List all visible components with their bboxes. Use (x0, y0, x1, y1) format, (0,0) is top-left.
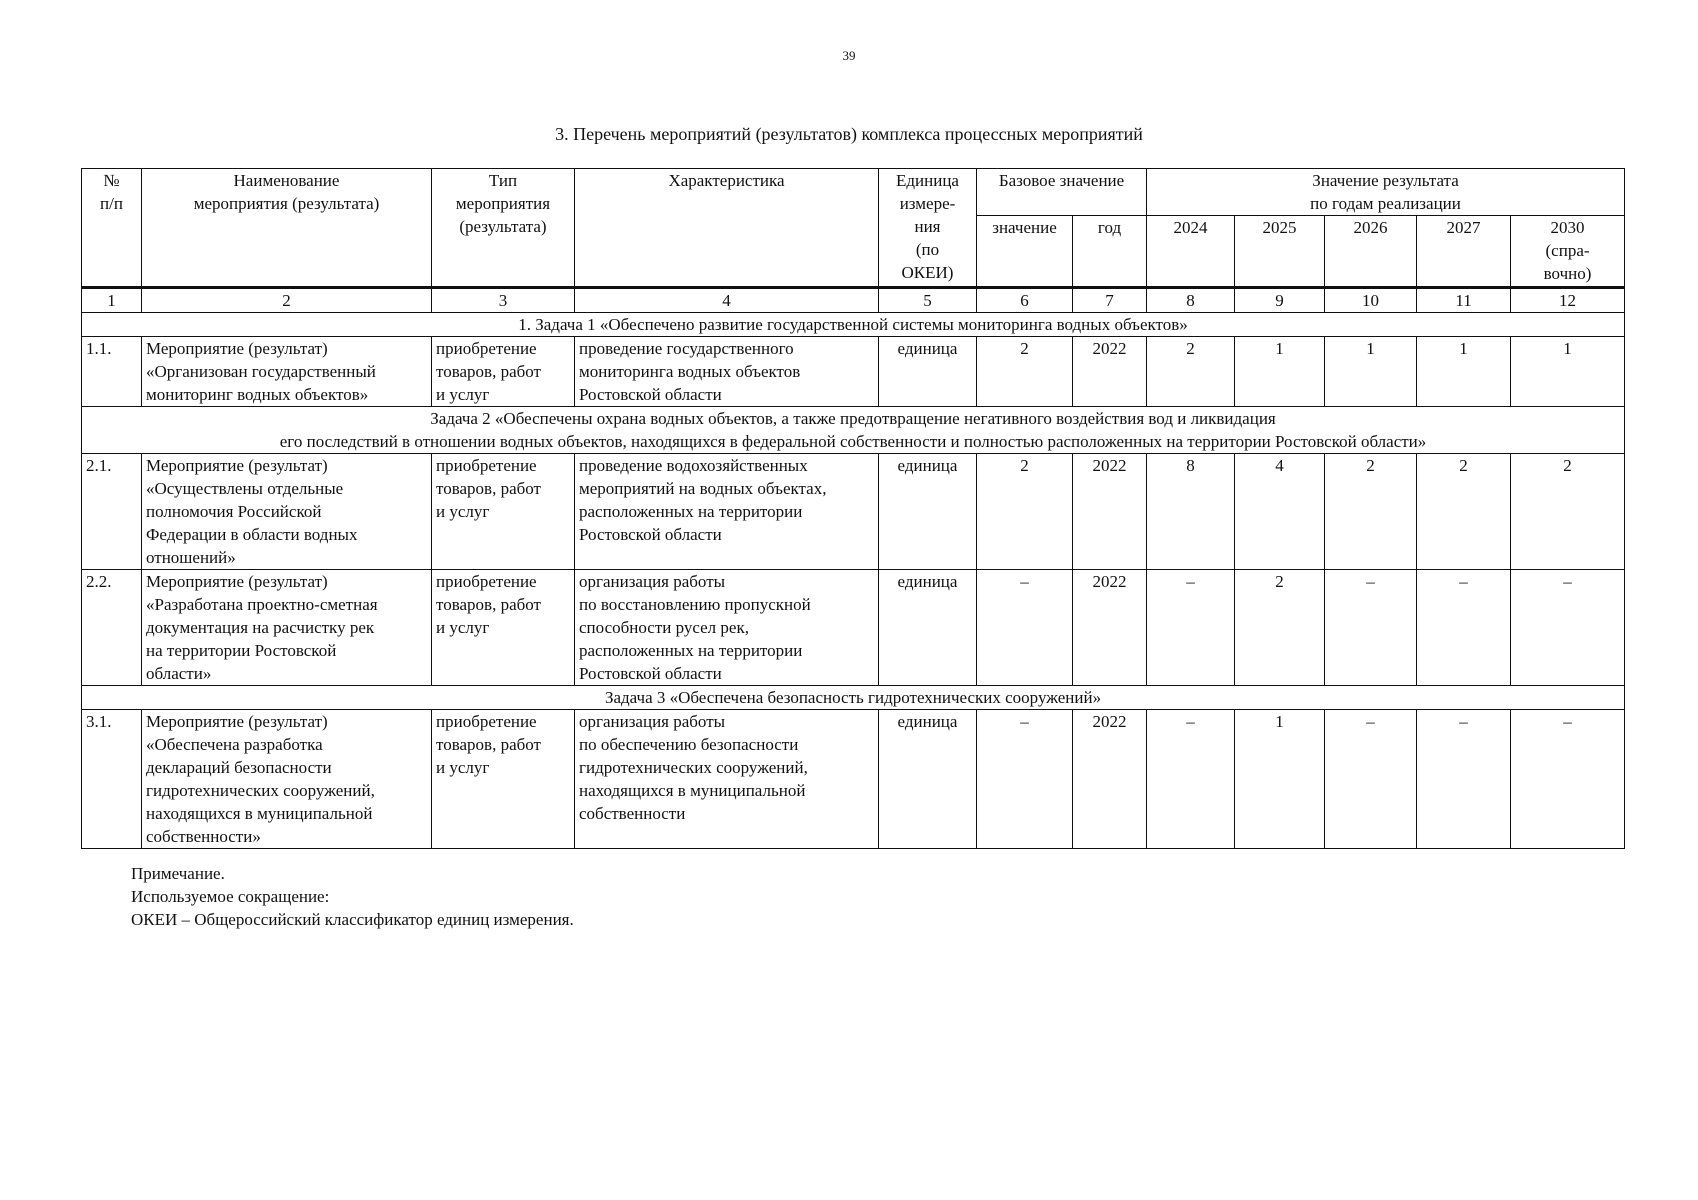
year-value: – (1511, 570, 1625, 686)
column-number: 9 (1235, 288, 1325, 313)
activity-characteristic-line: собственности (579, 804, 686, 823)
year-value: 2 (1147, 337, 1235, 407)
column-number: 11 (1417, 288, 1511, 313)
year-value: – (1417, 570, 1511, 686)
notes (131, 862, 574, 931)
header-num: № п/п (82, 169, 142, 288)
activity-name (142, 337, 432, 407)
activity-name (142, 570, 432, 686)
activity-type (432, 710, 575, 849)
unit: единица (879, 337, 977, 407)
base-value: 2 (977, 337, 1073, 407)
year-value: 1 (1511, 337, 1625, 407)
activity-characteristic-line: проведение государственного (579, 339, 794, 358)
column-number: 12 (1511, 288, 1625, 313)
activity-characteristic (575, 710, 879, 849)
table-row (82, 454, 1625, 570)
activity-name-line: отношений» (146, 548, 236, 567)
activity-type-line: товаров, работ (436, 362, 541, 381)
column-number: 1 (82, 288, 142, 313)
year-value: – (1325, 710, 1417, 849)
activity-name-line: «Обеспечена разработка (146, 735, 323, 754)
document-title: 3. Перечень мероприятий (результатов) комплекса процессных мероприятий (555, 124, 1143, 144)
header-type: Тип мероприятия (результата) (432, 169, 575, 288)
activity-name-line: Мероприятие (результат) (146, 572, 328, 591)
header-base-year: год (1073, 216, 1147, 288)
activity-type-line: товаров, работ (436, 595, 541, 614)
activity-characteristic-line: расположенных на территории (579, 502, 803, 521)
activity-characteristic-line: способности русел рек, (579, 618, 749, 637)
base-year: 2022 (1073, 570, 1147, 686)
base-year: 2022 (1073, 337, 1147, 407)
task-row (82, 686, 1625, 710)
activity-name-line: полномочия Российской (146, 502, 322, 521)
activity-characteristic-line: организация работы (579, 572, 726, 591)
base-value: 2 (977, 454, 1073, 570)
activity-characteristic-line: по обеспечению безопасности (579, 735, 799, 754)
year-value: – (1417, 710, 1511, 849)
task-title (82, 407, 1625, 454)
year-value: – (1325, 570, 1417, 686)
header-year-2027: 2027 (1417, 216, 1511, 288)
column-number: 5 (879, 288, 977, 313)
table-row (82, 710, 1625, 849)
base-value: – (977, 570, 1073, 686)
base-value: – (977, 710, 1073, 849)
header-name: Наименование мероприятия (результата) (142, 169, 432, 288)
year-value: 2 (1235, 570, 1325, 686)
activity-characteristic (575, 337, 879, 407)
header-row (82, 169, 1625, 216)
activity-name-line: Мероприятие (результат) (146, 712, 328, 731)
year-value: 1 (1325, 337, 1417, 407)
column-number: 7 (1073, 288, 1147, 313)
column-number: 10 (1325, 288, 1417, 313)
activity-type-line: приобретение (436, 572, 537, 591)
activity-type (432, 454, 575, 570)
activity-characteristic-line: Ростовской области (579, 664, 722, 683)
column-number: 2 (142, 288, 432, 313)
year-value: 1 (1235, 337, 1325, 407)
header-year-2024: 2024 (1147, 216, 1235, 288)
task-title-line: 1. Задача 1 «Обеспечено развитие государственной системы мониторинга водных объектов» (518, 315, 1188, 334)
activity-characteristic-line: Ростовской области (579, 525, 722, 544)
header-years-group: Значение результата по годам реализации (1147, 169, 1625, 216)
year-value: 1 (1235, 710, 1325, 849)
row-number: 2.1. (82, 454, 142, 570)
results-table (81, 168, 1625, 849)
activity-name-line: «Осуществлены отдельные (146, 479, 344, 498)
activity-name (142, 454, 432, 570)
activity-name-line: на территории Ростовской (146, 641, 337, 660)
activity-characteristic-line: Ростовской области (579, 385, 722, 404)
activity-name-line: деклараций безопасности (146, 758, 332, 777)
activity-name (142, 710, 432, 849)
year-value: 2 (1511, 454, 1625, 570)
note-abbreviation-label: Используемое сокращение: (131, 887, 330, 906)
header-characteristic: Характеристика (575, 169, 879, 288)
column-number: 6 (977, 288, 1073, 313)
activity-type (432, 570, 575, 686)
activity-name-line: гидротехнических сооружений, (146, 781, 375, 800)
header-year-2026: 2026 (1325, 216, 1417, 288)
note-heading: Примечание. (131, 864, 225, 883)
column-number-row (82, 288, 1625, 313)
task-title (82, 686, 1625, 710)
year-value: 1 (1417, 337, 1511, 407)
year-value: – (1147, 710, 1235, 849)
task-title-line: Задача 2 «Обеспечены охрана водных объектов, а также предотвращение негативного воздействия вод и ликвидация (430, 409, 1276, 428)
column-number: 3 (432, 288, 575, 313)
activity-characteristic-line: мониторинга водных объектов (579, 362, 801, 381)
activity-type-line: приобретение (436, 339, 537, 358)
activity-type-line: и услуг (436, 502, 490, 521)
activity-name-line: мониторинг водных объектов» (146, 385, 369, 404)
column-number: 8 (1147, 288, 1235, 313)
activity-name-line: «Организован государственный (146, 362, 376, 381)
year-value: 8 (1147, 454, 1235, 570)
column-number: 4 (575, 288, 879, 313)
task-title-line: Задача 3 «Обеспечена безопасность гидротехнических сооружений» (604, 688, 1102, 707)
activity-name-line: Мероприятие (результат) (146, 339, 328, 358)
activity-characteristic-line: расположенных на территории (579, 641, 803, 660)
table-row (82, 570, 1625, 686)
activity-name-line: Мероприятие (результат) (146, 456, 328, 475)
unit: единица (879, 570, 977, 686)
activity-type-line: и услуг (436, 385, 490, 404)
header-year-2030: 2030 (спра- вочно) (1511, 216, 1625, 288)
row-number: 2.2. (82, 570, 142, 686)
activity-type-line: и услуг (436, 758, 490, 777)
header-unit: Единица измере- ния (по ОКЕИ) (879, 169, 977, 288)
activity-type-line: товаров, работ (436, 735, 541, 754)
activity-characteristic-line: находящихся в муниципальной (579, 781, 806, 800)
activity-name-line: документация на расчистку рек (146, 618, 375, 637)
activity-characteristic (575, 454, 879, 570)
year-value: 4 (1235, 454, 1325, 570)
year-value: 2 (1325, 454, 1417, 570)
activity-characteristic-line: организация работы (579, 712, 726, 731)
task-title (82, 313, 1625, 337)
table-row (82, 337, 1625, 407)
activity-characteristic (575, 570, 879, 686)
page-number: 39 (842, 48, 856, 63)
activity-name-line: находящихся в муниципальной (146, 804, 373, 823)
row-number: 1.1. (82, 337, 142, 407)
base-year: 2022 (1073, 710, 1147, 849)
activity-type-line: приобретение (436, 456, 537, 475)
activity-type-line: и услуг (436, 618, 490, 637)
base-year: 2022 (1073, 454, 1147, 570)
unit: единица (879, 710, 977, 849)
task-row (82, 407, 1625, 454)
header-year-2025: 2025 (1235, 216, 1325, 288)
activity-type-line: приобретение (436, 712, 537, 731)
activity-name-line: «Разработана проектно-сметная (146, 595, 378, 614)
year-value: – (1147, 570, 1235, 686)
header-base-value: значение (977, 216, 1073, 288)
activity-characteristic-line: гидротехнических сооружений, (579, 758, 808, 777)
row-number: 3.1. (82, 710, 142, 849)
unit: единица (879, 454, 977, 570)
activity-name-line: Федерации в области водных (146, 525, 358, 544)
activity-name-line: области» (146, 664, 212, 683)
year-value: – (1511, 710, 1625, 849)
activity-characteristic-line: мероприятий на водных объектах, (579, 479, 827, 498)
activity-type (432, 337, 575, 407)
activity-type-line: товаров, работ (436, 479, 541, 498)
activity-name-line: собственности» (146, 827, 261, 846)
task-row (82, 313, 1625, 337)
task-title-line: его последствий в отношении водных объектов, находящихся в федеральной собственности и полностью расположенных на территории Ростовской области» (279, 432, 1427, 451)
note-okei-definition: ОКЕИ – Общероссийский классификатор единиц измерения. (131, 910, 574, 929)
header-base-group: Базовое значение (977, 169, 1147, 216)
year-value: 2 (1417, 454, 1511, 570)
activity-characteristic-line: проведение водохозяйственных (579, 456, 808, 475)
activity-characteristic-line: по восстановлению пропускной (579, 595, 811, 614)
